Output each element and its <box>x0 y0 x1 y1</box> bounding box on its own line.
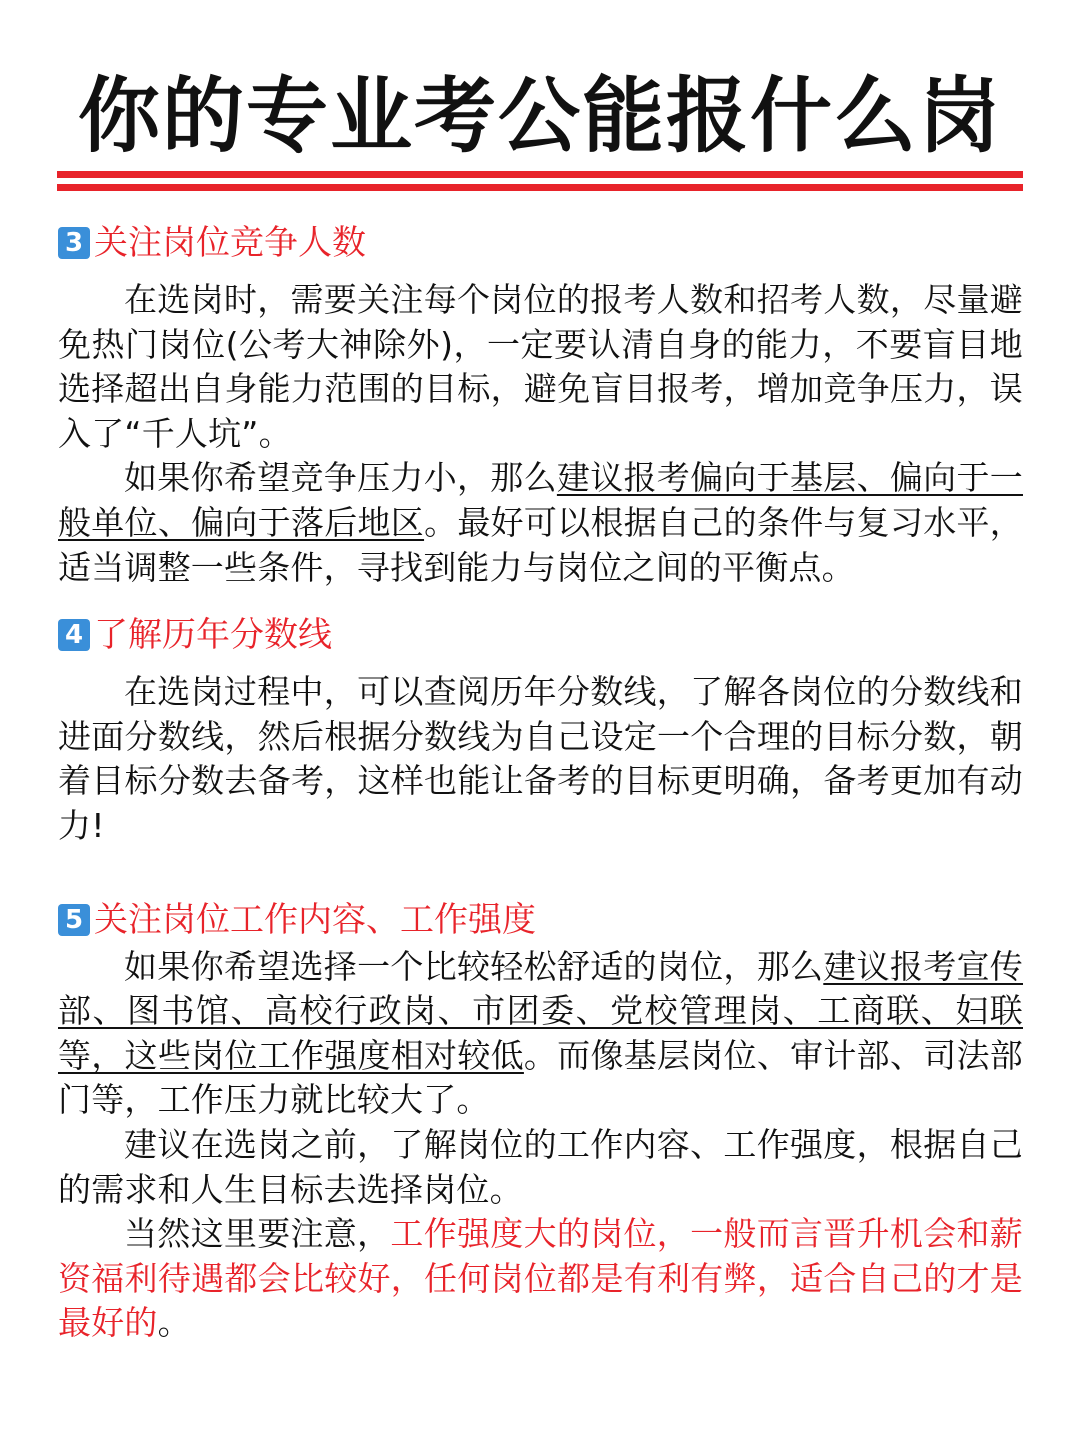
title-divider-bottom <box>57 184 1023 191</box>
title-divider-top <box>57 171 1023 178</box>
number-badge-icon: 5 <box>58 904 90 936</box>
number-badge-icon: 4 <box>58 619 90 651</box>
section-heading-text: 了解历年分数线 <box>94 615 332 656</box>
article-body <box>58 218 1023 1346</box>
paragraph-text: 。而像基层岗位、审计部、司法部门等，工作压力就比较大了。 <box>58 1035 1023 1120</box>
paragraph <box>58 945 1023 1123</box>
section-heading <box>58 218 1023 268</box>
paragraph-text: 如果你希望选择一个比较轻松舒适的岗位，那么 <box>124 946 824 986</box>
section-heading-text: 关注岗位工作内容、工作强度 <box>94 899 536 940</box>
paragraph <box>58 1212 1023 1346</box>
paragraph-text: 如果你希望竞争压力小，那么 <box>124 458 557 498</box>
number-badge-icon: 3 <box>58 227 90 259</box>
paragraph: 在选岗过程中，可以查阅历年分数线，了解各岗位的分数线和进面分数线，然后根据分数线为自己设定一个合理的目标分数，朝着目标分数去备考，这样也能让备考的目标更明确，备考更加有动力! <box>58 672 1023 845</box>
paragraph: 在选岗时，需要关注每个岗位的报考人数和招考人数，尽量避免热门岗位(公考大神除外)，一定要认清自身的能力，不要盲目地选择超出自身能力范围的目标，避免盲目报考，增加竞争压力，误入了“千人坑”。 <box>58 280 1023 453</box>
section-heading-text: 关注岗位竞争人数 <box>94 223 366 263</box>
underlined-suggestion: 建议报考宣传部、图书馆、高校行政岗、市团委、党校管理岗、工商联、妇联等，这些岗位工作强度相对较低 <box>58 946 1023 1075</box>
underlined-suggestion: 建议报考偏向于基层、偏向于一般单位、偏向于落后地区 <box>58 458 1023 542</box>
section-score-lines <box>58 610 1023 848</box>
paragraph-text: 。 <box>157 1303 191 1343</box>
section-competition <box>58 218 1023 590</box>
paragraph-text: 当然这里要注意， <box>124 1214 391 1254</box>
paragraph: 建议在选岗之前，了解岗位的工作内容、工作强度，根据自己的需求和人生目标去选择岗位。 <box>58 1124 1023 1209</box>
section-heading <box>58 895 1023 945</box>
section-heading <box>58 610 1023 660</box>
paragraph <box>58 456 1023 590</box>
paragraph-text: 。最好可以根据自己的条件与复习水平，适当调整一些条件，寻找到能力与岗位之间的平衡点。 <box>58 502 1023 587</box>
highlighted-note: 工作强度大的岗位，一般而言晋升机会和薪资福利待遇都会比较好，任何岗位都是有利有弊，适合自己的才是最好的 <box>58 1214 1023 1343</box>
page-title: 你的专业考公能报什么岗 <box>77 69 1002 164</box>
section-workload <box>58 895 1023 1346</box>
